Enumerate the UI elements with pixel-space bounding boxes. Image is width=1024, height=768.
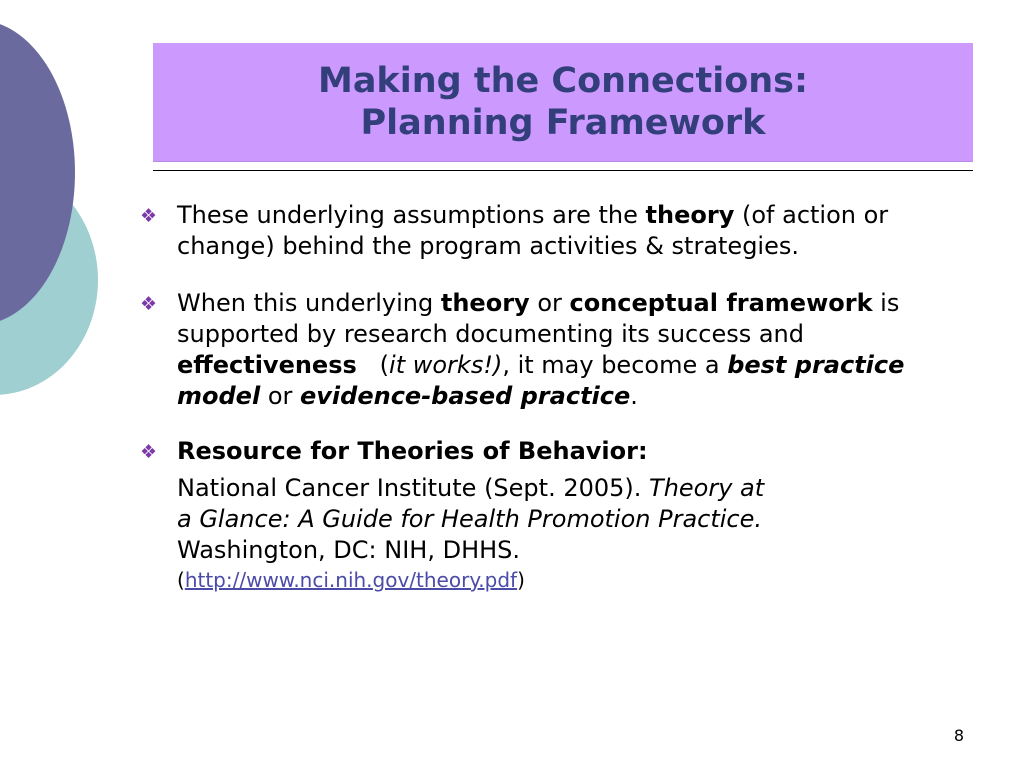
bullet-resource-heading — [140, 436, 970, 467]
resource-heading: Resource for Theories of Behavior: — [177, 437, 648, 465]
diamond-bullet-icon: ❖ — [140, 441, 158, 463]
bullet-text: When this underlying — [177, 289, 441, 317]
slide-title-line-1: Making the Connections: — [317, 61, 809, 101]
bullet-text: or — [529, 289, 570, 317]
bullet-text: (of action or change) behind the program activities & strategies. — [177, 201, 889, 260]
slide-title-box — [153, 43, 973, 161]
bullet-conceptual-framework — [140, 288, 970, 412]
bullet-text-bold-italic: evidence-based practice — [300, 382, 631, 410]
citation-block — [140, 473, 970, 594]
bullet-theory-assumptions — [140, 200, 970, 262]
bullet-text: or — [260, 382, 300, 410]
diamond-bullet-icon: ❖ — [140, 205, 158, 227]
paren-open: ( — [177, 568, 185, 592]
page-number: 8 — [953, 726, 964, 745]
bullet-text: is supported by research documenting its success and — [177, 289, 900, 348]
bullet-text-bold: conceptual framework — [569, 289, 873, 317]
citation-line-3: Washington, DC: NIH, DHHS. — [177, 536, 521, 564]
bullet-text-bold-italic: best practice model — [177, 351, 905, 410]
theory-pdf-link[interactable]: http://www.nci.nih.gov/theory.pdf — [184, 568, 518, 592]
bullet-text: These underlying assumptions are the — [177, 201, 646, 229]
citation-line-2 — [177, 504, 970, 535]
bullet-text-bold: theory — [440, 289, 530, 317]
bullet-text-bold: effectiveness — [177, 351, 357, 379]
paren-close: ) — [517, 568, 525, 592]
bullet-text: . — [630, 382, 638, 410]
bullet-text-bold: theory — [645, 201, 735, 229]
bullet-text-italic: it works!) — [389, 351, 503, 379]
bullet-text: ( — [356, 351, 390, 379]
citation-text: National Cancer Institute (Sept. 2005). — [177, 474, 650, 502]
citation-title-part-2: a Glance: A Guide for Health Promotion Practice. — [177, 505, 763, 533]
title-divider — [153, 170, 973, 171]
diamond-bullet-icon: ❖ — [140, 293, 158, 315]
citation-url-line — [177, 566, 970, 594]
bullet-text: , it may become a — [502, 351, 728, 379]
slide-title-line-2: Planning Framework — [360, 103, 766, 143]
citation-line-1 — [177, 473, 970, 504]
slide-body — [140, 200, 970, 594]
citation-title-part-1: Theory at — [649, 474, 765, 502]
